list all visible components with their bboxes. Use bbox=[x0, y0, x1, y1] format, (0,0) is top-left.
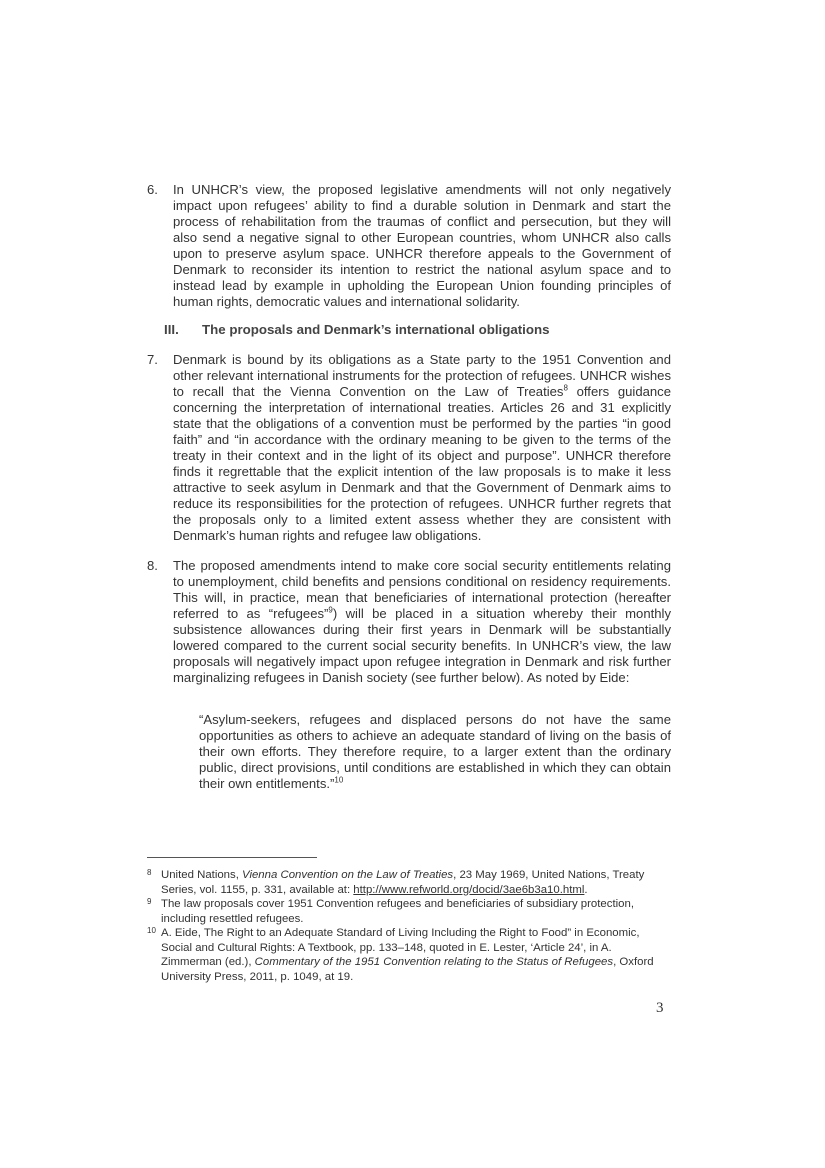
footnote-text: The law proposals cover 1951 Convention refugees and beneficiaries of subsidiary protection, including resettled refugees. bbox=[161, 898, 634, 925]
paragraph-8 bbox=[147, 558, 671, 686]
footnote-8 bbox=[147, 868, 667, 897]
text-segment: , Oxford University Press, 2011, p. 1049, at 19. bbox=[161, 956, 654, 983]
footnote-ref-9[interactable]: 9 bbox=[328, 605, 333, 615]
footnote-number: 8 bbox=[147, 868, 152, 877]
refworld-link[interactable]: http://www.refworld.org/docid/3ae6b3a10.html bbox=[353, 883, 585, 896]
footnote-ref-10[interactable]: 10 bbox=[334, 775, 344, 785]
italic-title: Vienna Convention on the Law of Treaties bbox=[242, 869, 454, 881]
paragraph-6 bbox=[147, 182, 671, 310]
text-segment: offers guidance concerning the interpretation of international treaties. Articles 26 and 31 explicitly state that the obligations of a convention must be performed by the parties “in good faith” and “in accordance with the ordinary meaning to be given to the terms of the treaty in their context and in the light of its object and purpose”. UNHCR therefore finds it regrettable that the explicit intention of the law proposals is to make it less attractive to seek asylum in Denmark and that the Government of Denmark aims to reduce its responsibilities for the protection of refugees. UNHCR further regrets that the proposals only to a limited extent assess whether they are consistent with Denmark’s human rights and refugee law obligations. bbox=[173, 384, 671, 543]
section-heading bbox=[164, 322, 550, 337]
paragraph-number: 7. bbox=[147, 352, 158, 367]
block-quote bbox=[199, 712, 671, 792]
footnote-text bbox=[161, 926, 667, 984]
text-segment: ) will be placed in a situation whereby their monthly subsistence allowances during their first years in Denmark will be substantially lowered compared to the current social security benefits. In UNHCR’s view, the law proposals will negatively impact upon refugee integration in Denmark and risk further marginalizing refugees in Danish society (see further below). As noted by Eide: bbox=[173, 606, 671, 685]
quote-text: “Asylum-seekers, refugees and displaced persons do not have the same opportunities as others to achieve an adequate standard of living on the basis of their own efforts. They therefore require, to a larger extent than the ordinary public, direct provisions, until conditions are established in which they can obtain their own entitlements.” bbox=[199, 712, 671, 791]
footnote-9 bbox=[147, 897, 667, 926]
section-numeral: III. bbox=[164, 322, 179, 337]
footnote-number: 9 bbox=[147, 897, 152, 906]
page-number: 3 bbox=[656, 1000, 664, 1016]
footnote-10 bbox=[147, 926, 667, 984]
paragraph-7 bbox=[147, 352, 671, 544]
footnote-ref-8[interactable]: 8 bbox=[563, 383, 568, 393]
section-title: The proposals and Denmark’s international obligations bbox=[202, 322, 550, 337]
paragraph-number: 8. bbox=[147, 558, 158, 573]
text-segment: , 23 May 1969, United Nations, Treaty Series, vol. 1155, p. 331, available at: bbox=[161, 869, 645, 896]
paragraph-number: 6. bbox=[147, 182, 158, 197]
text-segment: Denmark is bound by its obligations as a State party to the 1951 Convention and other relevant international instruments for the protection of refugees. UNHCR wishes to recall that the Vienna Convention on the Law of Treaties bbox=[173, 352, 671, 399]
text-segment: United Nations, bbox=[161, 869, 243, 881]
footnote-text bbox=[161, 868, 667, 897]
footnote-number: 10 bbox=[147, 926, 156, 935]
paragraph-text: In UNHCR’s view, the proposed legislative amendments will not only negatively impact upon refugees’ ability to find a durable solution in Denmark and start the process of rehabilitation from the traumas of conflict and persecution, but they will also send a negative signal to other European countries, whom UNHCR also calls upon to preserve asylum space. UNHCR therefore appeals to the Government of Denmark to reconsider its intention to restrict the national asylum space and to instead lead by example in upholding the European Union founding principles of human rights, democratic values and international solidarity. bbox=[173, 182, 671, 309]
paragraph-text bbox=[173, 558, 671, 686]
italic-title: Commentary of the 1951 Convention relating to the Status of Refugees bbox=[254, 956, 614, 968]
paragraph-text bbox=[173, 352, 671, 544]
text-segment: A. Eide, The Right to an Adequate Standard of Living Including the Right to Food” in Economic, Social and Cultural Rights: A Textbook, pp. 133–148, quoted in E. Lester, ‘Article 24’, in A. Zimmerman (ed.), bbox=[161, 927, 640, 968]
text-segment: The proposed amendments intend to make core social security entitlements relating to unemployment, child benefits and pensions conditional on residency requirements. This will, in practice, mean that beneficiaries of international protection (hereafter referred to as “refugees” bbox=[173, 558, 671, 621]
footnote-separator bbox=[147, 857, 317, 858]
text-segment: . bbox=[584, 883, 588, 896]
